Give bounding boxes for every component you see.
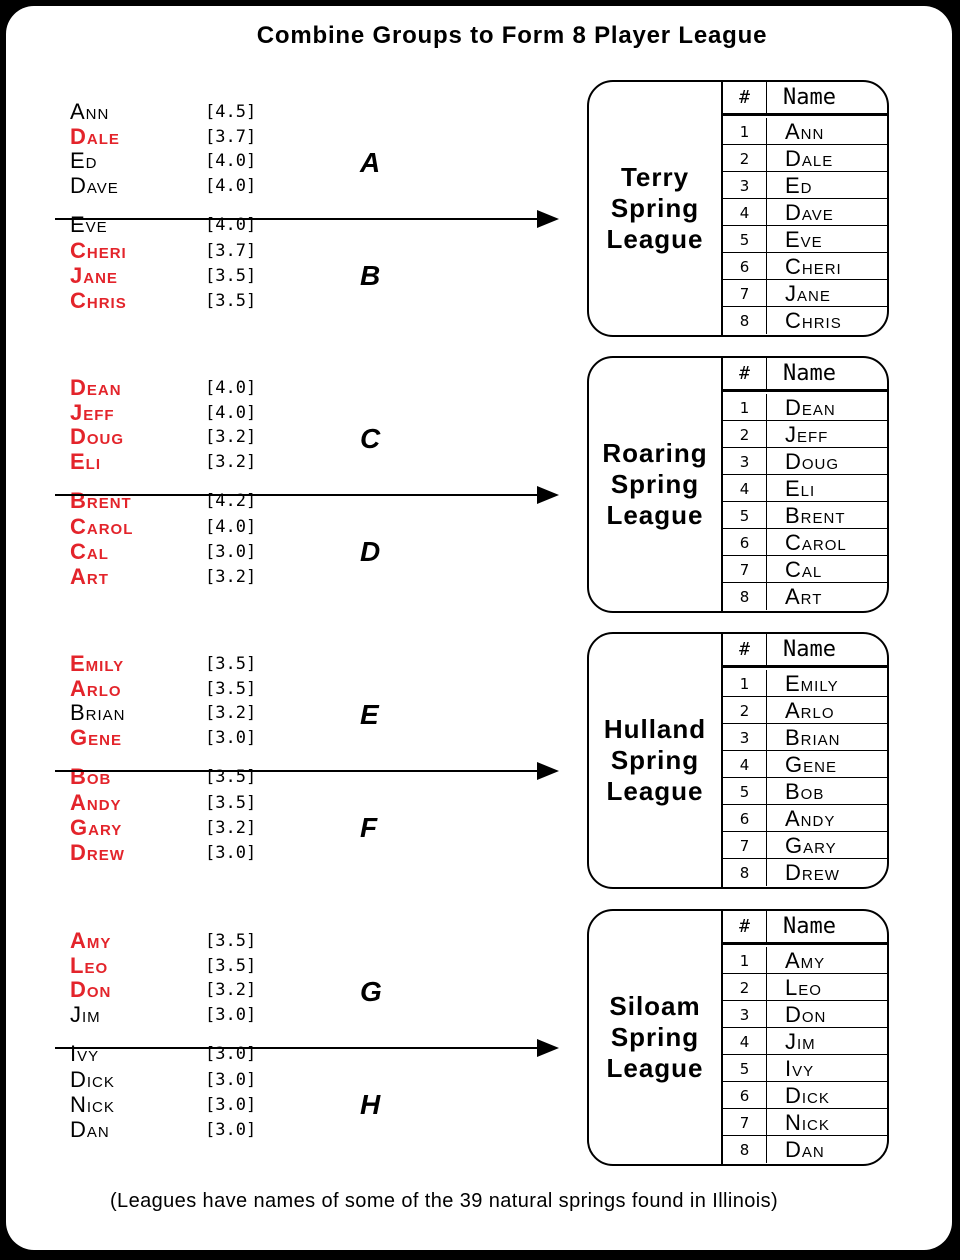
league-block [0,632,960,892]
roster-header [723,358,887,392]
roster-number: 1 [723,118,767,145]
roster-row [723,805,887,832]
league-roster-box [587,80,889,337]
roster-row [723,1136,887,1163]
roster-number: 5 [723,1055,767,1082]
roster-row [723,118,887,145]
league-name [589,358,723,611]
roster-row [723,1055,887,1082]
roster-row [723,253,887,280]
roster-row [723,1109,887,1136]
roster-player-name: Cheri [785,254,842,279]
roster-row [723,1001,887,1028]
roster-row [723,394,887,421]
player-name: Doug [70,424,125,449]
roster-player-name: Brian [785,725,841,750]
league-name-line: League [606,224,704,254]
merge-arrow [55,212,560,237]
roster-row [723,778,887,805]
player-rating: [3.0] [205,1070,257,1090]
player-name: Dave [70,173,119,198]
player-rating: [4.5] [205,102,257,122]
roster-number: 1 [723,670,767,697]
group-label: C [360,423,381,454]
roster-row [723,724,887,751]
header-name: Name [783,85,836,110]
player-name: Amy [70,928,112,953]
roster-number: 2 [723,974,767,1001]
roster-row [723,583,887,610]
roster-player-name: Jane [785,281,831,306]
roster-number: 8 [723,1136,767,1163]
roster-row [723,448,887,475]
league-name [589,634,723,887]
roster-player-name: Carol [785,530,847,555]
player-name: Ed [70,148,98,173]
league-name-line: League [606,500,704,530]
group-label: B [360,260,381,291]
player-rating: [3.5] [205,956,257,976]
roster-number: 6 [723,529,767,556]
header-name: Name [783,914,836,939]
roster-player-name: Dean [785,395,836,420]
roster-row [723,172,887,199]
roster-number: 7 [723,280,767,307]
player-rating: [3.5] [205,767,257,787]
league-block [0,909,960,1169]
player-rating: [3.2] [205,567,257,587]
roster-number: 5 [723,226,767,253]
roster-player-name: Arlo [785,698,835,723]
player-name: Cheri [70,238,127,263]
roster-player-name: Leo [785,975,822,1000]
roster-player-name: Ed [785,173,813,198]
roster-header [723,82,887,116]
player-rating: [3.5] [205,931,257,951]
roster-player-name: Jeff [785,422,829,447]
roster-row [723,832,887,859]
roster-number: 5 [723,778,767,805]
player-name: Andy [70,790,122,815]
header-number: # [723,82,767,113]
roster-player-name: Amy [785,948,826,973]
league-name-line: League [606,776,704,806]
player-rating: [4.0] [205,215,257,235]
player-name: Dale [70,124,120,149]
merge-arrow [55,488,560,513]
roster-number: 4 [723,199,767,226]
roster-header [723,634,887,668]
player-name: Gary [70,815,123,840]
player-rating: [4.0] [205,176,257,196]
roster-player-name: Emily [785,671,839,696]
roster-number: 4 [723,475,767,502]
player-name: Nick [70,1092,115,1117]
roster-row [723,307,887,334]
header-number: # [723,358,767,389]
player-rating: [3.2] [205,818,257,838]
league-name-line: Spring [610,1022,700,1052]
roster-player-name: Nick [785,1110,830,1135]
page-title: Combine Groups to Form 8 Player League [256,22,768,49]
league-name-line: Hulland [603,714,707,744]
league-name-line: Spring [610,469,700,499]
player-name: Drew [70,840,125,865]
roster-player-name: Jim [785,1029,816,1054]
roster-player-name: Dick [785,1083,830,1108]
player-rating: [4.0] [205,378,257,398]
roster-row [723,475,887,502]
roster-player-name: Gene [785,752,837,777]
roster-number: 4 [723,1028,767,1055]
player-rating: [3.7] [205,127,257,147]
player-name: Bob [70,764,112,789]
roster-row [723,556,887,583]
roster-row [723,974,887,1001]
roster-number: 2 [723,421,767,448]
player-rating: [3.2] [205,427,257,447]
player-name: Chris [70,288,127,313]
roster-row [723,859,887,886]
group-label: F [360,812,378,843]
player-name: Cal [70,539,109,564]
player-rating: [3.0] [205,1005,257,1025]
player-name: Don [70,977,112,1002]
roster-row [723,697,887,724]
roster-number: 4 [723,751,767,778]
player-name: Jim [70,1002,101,1027]
arrow-head [537,486,559,504]
roster-row [723,199,887,226]
roster-row [723,947,887,974]
roster-number: 6 [723,253,767,280]
header-name: Name [783,361,836,386]
roster-number: 6 [723,805,767,832]
roster-number: 6 [723,1082,767,1109]
player-name: Eve [70,212,108,237]
arrow-head [537,1039,559,1057]
player-rating: [3.2] [205,703,257,723]
roster-number: 7 [723,1109,767,1136]
roster-player-name: Dan [785,1137,825,1162]
player-name: Dan [70,1117,110,1142]
player-rating: [3.2] [205,452,257,472]
roster-row [723,280,887,307]
roster-number: 1 [723,947,767,974]
player-name: Arlo [70,676,122,701]
player-rating: [3.5] [205,266,257,286]
roster-number: 2 [723,145,767,172]
player-name: Brian [70,700,126,725]
roster-player-name: Gary [785,833,837,858]
league-roster-box [587,632,889,889]
group-label: D [360,536,381,567]
header-number: # [723,634,767,665]
player-rating: [3.0] [205,1095,257,1115]
roster-player-name: Dave [785,200,834,225]
roster-number: 2 [723,697,767,724]
roster-number: 3 [723,172,767,199]
roster-row [723,226,887,253]
roster-row [723,529,887,556]
player-rating: [4.0] [205,151,257,171]
player-rating: [3.7] [205,241,257,261]
player-name: Gene [70,725,122,750]
league-name [589,911,723,1164]
header-number: # [723,911,767,942]
player-rating: [3.0] [205,1120,257,1140]
roster-player-name: Brent [785,503,846,528]
player-rating: [4.2] [205,491,257,511]
player-rating: [3.5] [205,793,257,813]
league-name [589,82,723,335]
league-roster-box [587,356,889,613]
roster-player-name: Ann [785,119,825,144]
roster-player-name: Andy [785,806,836,831]
roster-number: 3 [723,1001,767,1028]
player-name: Art [70,564,109,589]
player-name: Dean [70,375,122,400]
roster-row [723,421,887,448]
player-name: Jeff [70,400,115,425]
roster-player-name: Art [785,584,823,609]
player-rating: [3.0] [205,542,257,562]
league-name-line: Spring [610,745,700,775]
roster-number: 3 [723,724,767,751]
league-name-line: Roaring [602,438,708,468]
player-name: Eli [70,449,102,474]
roster-number: 8 [723,307,767,334]
league-block [0,356,960,616]
group-label: H [360,1089,381,1120]
merge-arrow [55,764,560,789]
player-rating: [3.2] [205,980,257,1000]
player-rating: [3.0] [205,728,257,748]
roster-player-name: Cal [785,557,823,582]
roster-player-name: Bob [785,779,825,804]
player-rating: [3.0] [205,843,257,863]
footer-note: (Leagues have names of some of the 39 natural springs found in Illinois) [110,1190,779,1212]
roster-player-name: Ivy [785,1056,815,1081]
roster-row [723,145,887,172]
roster-number: 3 [723,448,767,475]
roster-player-name: Chris [785,308,842,333]
player-name: Carol [70,514,134,539]
player-rating: [3.0] [205,1044,257,1064]
league-name-line: Siloam [609,991,701,1021]
roster-number: 5 [723,502,767,529]
roster-row [723,1028,887,1055]
group-label: G [360,976,382,1007]
merge-arrow [55,1041,560,1066]
roster-number: 1 [723,394,767,421]
roster-row [723,502,887,529]
player-name: Ivy [70,1041,100,1066]
group-label: A [360,147,381,178]
arrow-head [537,210,559,228]
roster-player-name: Dale [785,146,834,171]
player-rating: [4.0] [205,403,257,423]
player-name: Ann [70,99,110,124]
roster-row [723,1082,887,1109]
player-rating: [3.5] [205,291,257,311]
roster-number: 7 [723,556,767,583]
player-rating: [3.5] [205,654,257,674]
league-roster-box [587,909,889,1166]
player-rating: [3.5] [205,679,257,699]
player-name: Leo [70,953,109,978]
player-name: Jane [70,263,118,288]
roster-row [723,670,887,697]
roster-number: 8 [723,583,767,610]
roster-number: 8 [723,859,767,886]
roster-row [723,751,887,778]
arrow-head [537,762,559,780]
league-block [0,80,960,340]
league-name-line: League [606,1053,704,1083]
roster-number: 7 [723,832,767,859]
player-rating: [4.0] [205,517,257,537]
player-name: Dick [70,1067,115,1092]
header-name: Name [783,637,836,662]
group-label: E [360,699,379,730]
player-name: Emily [70,651,125,676]
player-name: Brent [70,488,132,513]
roster-player-name: Doug [785,449,840,474]
roster-player-name: Eli [785,476,816,501]
roster-player-name: Don [785,1002,827,1027]
league-name-line: Terry [620,162,690,192]
roster-player-name: Drew [785,860,840,885]
roster-player-name: Eve [785,227,823,252]
roster-header [723,911,887,945]
league-name-line: Spring [610,193,700,223]
